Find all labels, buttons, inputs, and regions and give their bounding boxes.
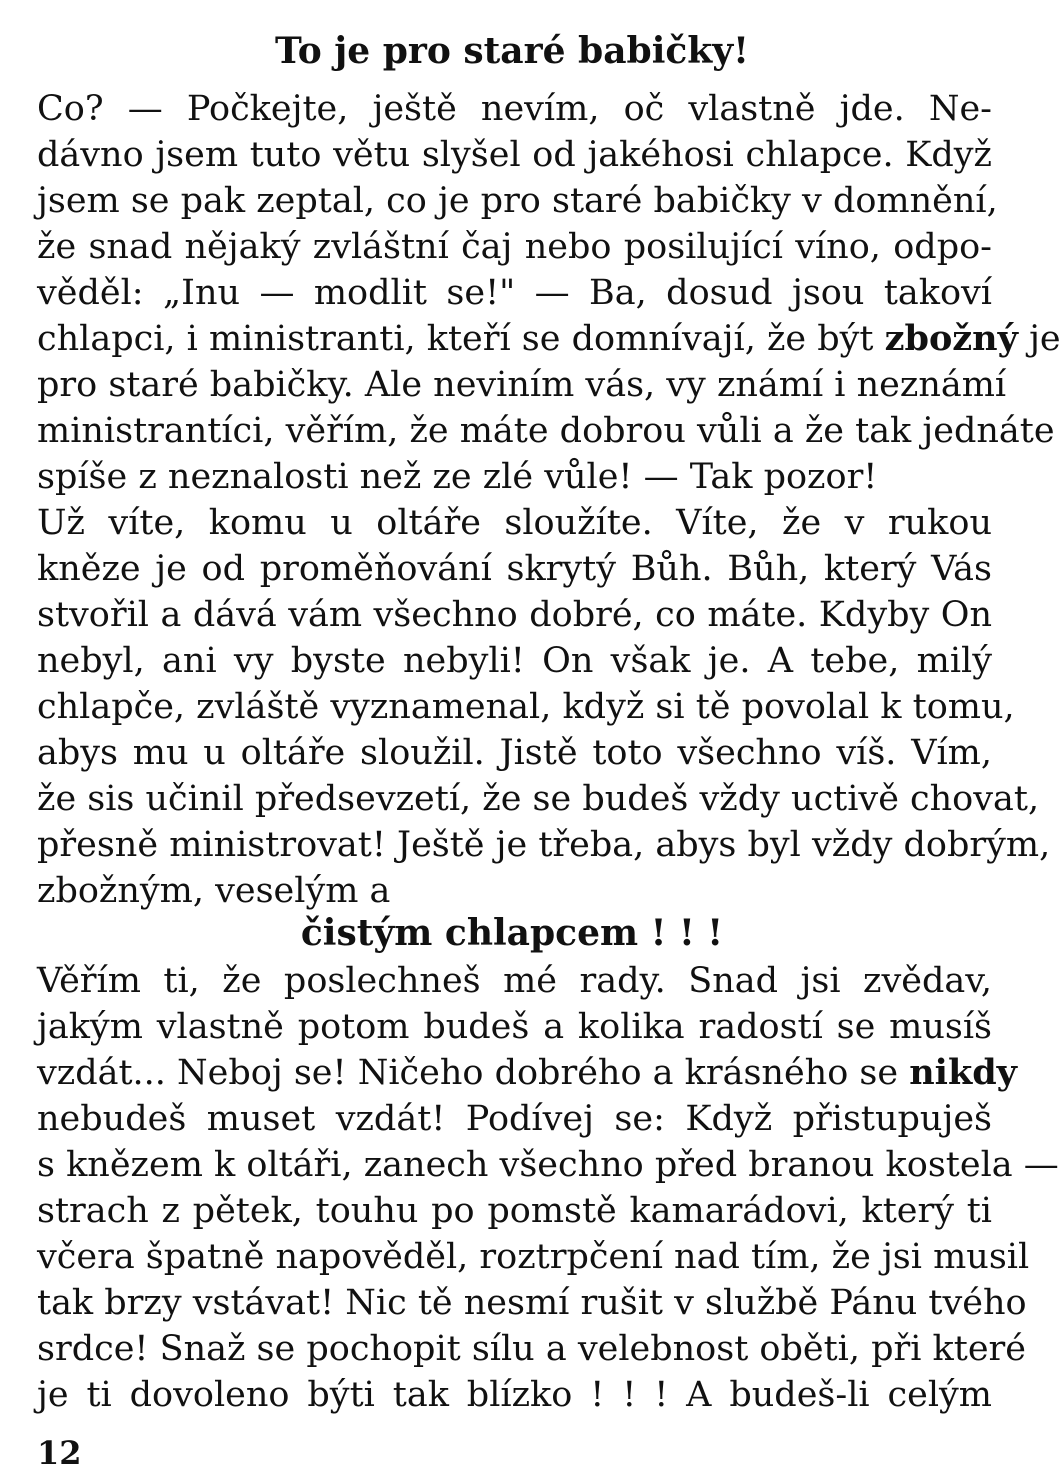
- text-line: tak brzy vstávat! Nic tě nesmí rušit v službě Pánu tvého: [37, 1283, 1027, 1323]
- text-line: strach z pětek, touhu po pomstě kamarádovi, který ti: [37, 1191, 992, 1231]
- text-line: jsem se pak zeptal, co je pro staré babičky v domnění,: [37, 181, 998, 221]
- paragraph-1: [37, 86, 1061, 500]
- emphasis-heading: čistým chlapcem ! ! !: [300, 912, 724, 954]
- text-block-2: [37, 958, 1059, 1418]
- text-line: chlapče, zvláště vyznamenal, když si tě povolal k tomu,: [37, 687, 1015, 727]
- bold-word: nikdy: [909, 1052, 1018, 1093]
- text-line: Co? — Počkejte, ještě nevím, oč vlastně jde. Ne-: [37, 89, 992, 129]
- text-line: Už víte, komu u oltáře sloužíte. Víte, že v rukou: [37, 503, 992, 543]
- text-line: kněze je od proměňování skrytý Bůh. Bůh, který Vás: [37, 549, 992, 589]
- text-line: přesně ministrovat! Ještě je třeba, abys byl vždy dobrým,: [37, 825, 1051, 865]
- text-line: nebudeš muset vzdát! Podívej se: Když přistupuješ: [37, 1099, 992, 1139]
- paragraph-2: [37, 500, 1051, 914]
- text-line: srdce! Snaž se pochopit sílu a velebnost oběti, při které: [37, 1329, 1026, 1369]
- text-line: že snad nějaký zvláštní čaj nebo posilující víno, odpo-: [37, 227, 992, 267]
- text-line: abys mu u oltáře sloužil. Jistě toto všechno víš. Vím,: [37, 733, 992, 773]
- text-line: jakým vlastně potom budeš a kolika radostí se musíš: [37, 1007, 992, 1047]
- text-line: stvořil a dává vám všechno dobré, co máte. Kdyby On: [37, 595, 992, 635]
- paragraph-3: [37, 958, 1059, 1418]
- text-block-1: [37, 86, 1061, 914]
- text-line: s knězem k oltáři, zanech všechno před branou kostela —: [37, 1145, 1059, 1185]
- section-heading: To je pro staré babičky!: [275, 30, 749, 72]
- text-line: Věřím ti, že poslechneš mé rady. Snad jsi zvědav,: [37, 961, 992, 1001]
- text-line: pro staré babičky. Ale neviním vás, vy známí i neznámí: [37, 365, 1007, 405]
- text-line: [37, 1050, 1018, 1096]
- page-number: 12: [37, 1434, 82, 1472]
- text-line: že sis učinil předsevzetí, že se budeš vždy uctivě chovat,: [37, 779, 1040, 819]
- text-line: spíše z neznalosti než ze zlé vůle! — Tak pozor!: [37, 457, 878, 497]
- text-line: nebyl, ani vy byste nebyli! On však je. A tebe, milý: [37, 641, 992, 681]
- bold-word: zbožný: [884, 318, 1018, 359]
- text-line: zbožným, veselým a: [37, 871, 391, 911]
- text-run: chlapci, i ministranti, kteří se domnívají, že být: [37, 319, 885, 359]
- text-line: je ti dovoleno býti tak blízko ! ! ! A budeš-li celým: [37, 1375, 992, 1415]
- text-line: dávno jsem tuto větu slyšel od jakéhosi chlapce. Když: [37, 135, 992, 175]
- text-run: je: [1017, 319, 1061, 359]
- text-line: věděl: „Inu — modlit se!" — Ba, dosud jsou takoví: [37, 273, 992, 313]
- text-run: vzdát... Neboj se! Ničeho dobrého a krásného se: [37, 1053, 910, 1093]
- text-line: včera špatně napověděl, roztrpčení nad tím, že jsi musil: [37, 1237, 1030, 1277]
- text-line: ministrantíci, věřím, že máte dobrou vůli a že tak jednáte: [37, 411, 1055, 451]
- text-line: [37, 316, 1061, 362]
